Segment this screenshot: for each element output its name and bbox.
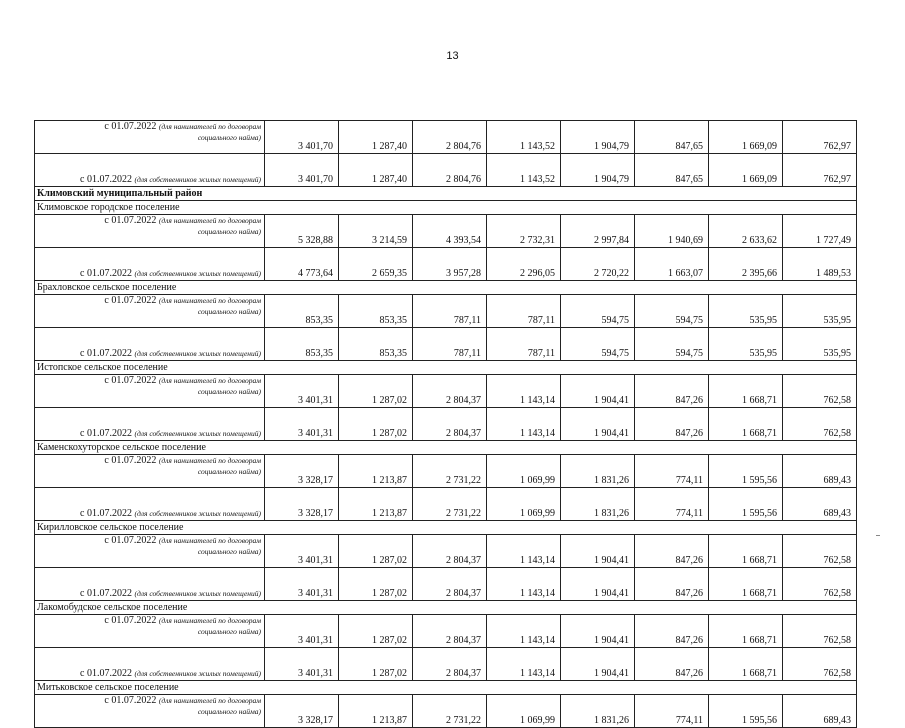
tariff-cell: 1 143,14 xyxy=(487,375,561,408)
tariff-cell: 1 213,87 xyxy=(339,695,413,728)
tariff-cell: 2 731,22 xyxy=(413,455,487,488)
tariff-cell: 787,11 xyxy=(487,295,561,328)
tariff-cell: 3 401,31 xyxy=(265,615,339,648)
tariff-cell: 3 401,70 xyxy=(265,121,339,154)
label-tenants-line1: (для нанимателей по договорам xyxy=(158,696,261,705)
tariff-cell: 1 668,71 xyxy=(709,648,783,681)
tariff-cell: 5 328,88 xyxy=(265,215,339,248)
tariff-cell: 4 393,54 xyxy=(413,215,487,248)
tariff-cell: 762,97 xyxy=(783,154,857,187)
label-date: с 01.07.2022 xyxy=(80,508,132,519)
tariff-cell: 1 904,79 xyxy=(561,121,635,154)
table-row xyxy=(35,361,857,375)
settlement-heading: Брахловское сельское поселение xyxy=(35,281,857,295)
label-tenants-line2: социального найма) xyxy=(197,547,261,556)
tariff-cell: 787,11 xyxy=(413,328,487,361)
tariff-cell: 1 904,41 xyxy=(561,648,635,681)
tariff-cell: 853,35 xyxy=(265,328,339,361)
tariff-cell: 1 595,56 xyxy=(709,455,783,488)
tariff-cell: 2 804,76 xyxy=(413,154,487,187)
page-number: 13 xyxy=(446,50,459,62)
row-label-tenants xyxy=(35,695,265,728)
tariff-cell: 2 804,76 xyxy=(413,121,487,154)
tariff-cell: 3 401,31 xyxy=(265,408,339,441)
label-tenants-line1: (для нанимателей по договорам xyxy=(158,616,261,625)
tariff-cell: 762,58 xyxy=(783,408,857,441)
label-owners: (для собственников жилых помещений) xyxy=(134,269,261,278)
row-label-owners xyxy=(35,568,265,601)
tariff-cell: 1 669,09 xyxy=(709,121,783,154)
settlement-heading: Истопское сельское поселение xyxy=(35,361,857,375)
tariff-cell: 2 804,37 xyxy=(413,568,487,601)
label-tenants-line2: социального найма) xyxy=(197,307,261,316)
tariff-cell: 2 720,22 xyxy=(561,248,635,281)
tariff-cell: 774,11 xyxy=(635,455,709,488)
label-tenants-line2: социального найма) xyxy=(197,467,261,476)
table-row xyxy=(35,568,857,601)
tariff-cell: 762,58 xyxy=(783,568,857,601)
tariff-cell: 594,75 xyxy=(635,328,709,361)
tariff-cell: 853,35 xyxy=(265,295,339,328)
row-label-tenants xyxy=(35,121,265,154)
tariff-cell: 1 831,26 xyxy=(561,455,635,488)
label-date: с 01.07.2022 xyxy=(104,215,157,226)
row-label-tenants xyxy=(35,375,265,408)
label-date: с 01.07.2022 xyxy=(104,455,157,466)
label-date: с 01.07.2022 xyxy=(104,615,157,626)
table-row xyxy=(35,154,857,187)
tariff-cell: 847,26 xyxy=(635,535,709,568)
label-owners: (для собственников жилых помещений) xyxy=(134,509,261,518)
tariff-cell: 774,11 xyxy=(635,695,709,728)
tariff-cell: 1 663,07 xyxy=(635,248,709,281)
settlement-heading: Климовское городское поселение xyxy=(35,201,857,215)
tariff-cell: 762,97 xyxy=(783,121,857,154)
tariff-cell: 3 401,31 xyxy=(265,648,339,681)
tariff-cell: 1 668,71 xyxy=(709,408,783,441)
table-row xyxy=(35,121,857,154)
tariff-cell: 853,35 xyxy=(339,295,413,328)
settlement-heading: Лакомобудское сельское поселение xyxy=(35,601,857,615)
table-row xyxy=(35,408,857,441)
tariff-cell: 1 287,40 xyxy=(339,154,413,187)
tariff-cell: 1 069,99 xyxy=(487,695,561,728)
tariff-cell: 1 143,14 xyxy=(487,615,561,648)
tariff-cell: 1 143,14 xyxy=(487,568,561,601)
label-tenants-line2: социального найма) xyxy=(197,133,261,142)
table-row xyxy=(35,648,857,681)
tariff-cell: 762,58 xyxy=(783,375,857,408)
table-row xyxy=(35,201,857,215)
tariff-cell: 3 401,70 xyxy=(265,154,339,187)
table-row xyxy=(35,215,857,248)
row-label-tenants xyxy=(35,455,265,488)
tariff-cell: 2 804,37 xyxy=(413,535,487,568)
label-date: с 01.07.2022 xyxy=(104,375,157,386)
label-owners: (для собственников жилых помещений) xyxy=(134,175,261,184)
tariff-cell: 1 668,71 xyxy=(709,535,783,568)
tariff-cell: 774,11 xyxy=(635,488,709,521)
tariff-cell: 689,43 xyxy=(783,695,857,728)
label-owners: (для собственников жилых помещений) xyxy=(134,669,261,678)
row-label-owners xyxy=(35,488,265,521)
label-tenants-line1: (для нанимателей по договорам xyxy=(158,296,261,305)
tariff-cell: 1 143,14 xyxy=(487,408,561,441)
tariff-cell: 1 831,26 xyxy=(561,695,635,728)
tariff-cell: 847,26 xyxy=(635,408,709,441)
label-tenants-line1: (для нанимателей по договорам xyxy=(158,376,261,385)
tariff-cell: 1 069,99 xyxy=(487,488,561,521)
tariff-table xyxy=(34,120,857,728)
table-row xyxy=(35,695,857,728)
tariff-cell: 847,65 xyxy=(635,154,709,187)
label-owners: (для собственников жилых помещений) xyxy=(134,589,261,598)
label-date: с 01.07.2022 xyxy=(80,268,132,279)
label-tenants-line1: (для нанимателей по договорам xyxy=(158,456,261,465)
tariff-cell: 3 401,31 xyxy=(265,568,339,601)
tariff-cell: 1 489,53 xyxy=(783,248,857,281)
district-name: Климовский муниципальный район xyxy=(37,188,203,199)
tariff-cell: 2 395,66 xyxy=(709,248,783,281)
table-body xyxy=(35,121,857,728)
tariff-cell: 1 287,02 xyxy=(339,568,413,601)
tariff-cell: 2 997,84 xyxy=(561,215,635,248)
tariff-cell: 1 904,41 xyxy=(561,615,635,648)
label-tenants-line2: социального найма) xyxy=(197,707,261,716)
tariff-cell: 787,11 xyxy=(487,328,561,361)
table-row xyxy=(35,681,857,695)
tariff-cell: 2 659,35 xyxy=(339,248,413,281)
label-tenants-line1: (для нанимателей по договорам xyxy=(158,216,261,225)
tariff-cell: 1 904,79 xyxy=(561,154,635,187)
tariff-cell: 689,43 xyxy=(783,488,857,521)
tariff-cell: 847,26 xyxy=(635,648,709,681)
tariff-cell: 1 595,56 xyxy=(709,695,783,728)
table-row xyxy=(35,535,857,568)
tariff-cell: 535,95 xyxy=(783,328,857,361)
tariff-cell: 2 732,31 xyxy=(487,215,561,248)
tariff-cell: 1 143,14 xyxy=(487,535,561,568)
label-date: с 01.07.2022 xyxy=(104,121,157,132)
tariff-cell: 847,26 xyxy=(635,615,709,648)
tariff-cell: 2 804,37 xyxy=(413,408,487,441)
label-date: с 01.07.2022 xyxy=(80,668,132,679)
table-row xyxy=(35,375,857,408)
tariff-cell: 1 727,49 xyxy=(783,215,857,248)
tariff-cell: 2 731,22 xyxy=(413,488,487,521)
tariff-cell: 3 328,17 xyxy=(265,488,339,521)
tariff-cell: 1 668,71 xyxy=(709,615,783,648)
label-tenants-line1: (для нанимателей по договорам xyxy=(158,536,261,545)
tariff-cell: 594,75 xyxy=(561,295,635,328)
tariff-cell: 2 296,05 xyxy=(487,248,561,281)
tariff-cell: 1 143,14 xyxy=(487,648,561,681)
tariff-cell: 4 773,64 xyxy=(265,248,339,281)
label-date: с 01.07.2022 xyxy=(80,174,132,185)
settlement-heading: Каменскохуторское сельское поселение xyxy=(35,441,857,455)
tariff-cell: 762,58 xyxy=(783,535,857,568)
tariff-cell: 1 904,41 xyxy=(561,375,635,408)
tariff-cell: 1 143,52 xyxy=(487,121,561,154)
row-label-owners xyxy=(35,408,265,441)
tariff-cell: 535,95 xyxy=(783,295,857,328)
tariff-cell: 787,11 xyxy=(413,295,487,328)
tariff-cell: 1 940,69 xyxy=(635,215,709,248)
label-date: с 01.07.2022 xyxy=(104,295,157,306)
label-tenants-line1: (для нанимателей по договорам xyxy=(158,122,261,131)
tariff-cell: 689,43 xyxy=(783,455,857,488)
table-row xyxy=(35,248,857,281)
tariff-cell: 594,75 xyxy=(561,328,635,361)
table-row xyxy=(35,601,857,615)
tariff-cell: 1 595,56 xyxy=(709,488,783,521)
tariff-cell: 1 287,40 xyxy=(339,121,413,154)
label-date: с 01.07.2022 xyxy=(80,428,132,439)
tariff-cell: 2 804,37 xyxy=(413,648,487,681)
label-date: с 01.07.2022 xyxy=(80,348,132,359)
table-row xyxy=(35,295,857,328)
district-heading xyxy=(35,187,857,201)
tariff-cell: 3 957,28 xyxy=(413,248,487,281)
row-label-owners xyxy=(35,648,265,681)
tariff-cell: 1 904,41 xyxy=(561,568,635,601)
label-tenants-line2: социального найма) xyxy=(197,627,261,636)
tariff-cell: 3 328,17 xyxy=(265,455,339,488)
tariff-cell: 535,95 xyxy=(709,295,783,328)
table-row xyxy=(35,441,857,455)
table-row xyxy=(35,488,857,521)
tariff-cell: 762,58 xyxy=(783,648,857,681)
tariff-cell: 3 328,17 xyxy=(265,695,339,728)
tariff-cell: 2 731,22 xyxy=(413,695,487,728)
label-date: с 01.07.2022 xyxy=(80,588,132,599)
tariff-cell: 1 904,41 xyxy=(561,408,635,441)
table-row xyxy=(35,281,857,295)
settlement-heading: Кирилловское сельское поселение xyxy=(35,521,857,535)
label-owners: (для собственников жилых помещений) xyxy=(134,429,261,438)
row-label-tenants xyxy=(35,615,265,648)
row-label-owners xyxy=(35,248,265,281)
label-date: с 01.07.2022 xyxy=(104,535,157,546)
tariff-cell: 1 069,99 xyxy=(487,455,561,488)
tariff-cell: 1 213,87 xyxy=(339,455,413,488)
tariff-cell: 1 287,02 xyxy=(339,535,413,568)
tariff-cell: 1 904,41 xyxy=(561,535,635,568)
tariff-cell: 1 287,02 xyxy=(339,648,413,681)
margin-mark xyxy=(876,535,880,536)
tariff-cell: 1 287,02 xyxy=(339,615,413,648)
tariff-cell: 847,26 xyxy=(635,568,709,601)
tariff-cell: 3 401,31 xyxy=(265,535,339,568)
label-date: с 01.07.2022 xyxy=(104,695,157,706)
row-label-owners xyxy=(35,154,265,187)
row-label-owners xyxy=(35,328,265,361)
tariff-cell: 2 804,37 xyxy=(413,615,487,648)
tariff-cell: 1 213,87 xyxy=(339,488,413,521)
tariff-cell: 1 668,71 xyxy=(709,375,783,408)
label-tenants-line2: социального найма) xyxy=(197,227,261,236)
settlement-heading: Митьковское сельское поселение xyxy=(35,681,857,695)
tariff-cell: 847,26 xyxy=(635,375,709,408)
table-row xyxy=(35,328,857,361)
label-tenants-line2: социального найма) xyxy=(197,387,261,396)
tariff-cell: 535,95 xyxy=(709,328,783,361)
tariff-cell: 3 214,59 xyxy=(339,215,413,248)
tariff-cell: 1 287,02 xyxy=(339,408,413,441)
row-label-tenants xyxy=(35,215,265,248)
tariff-cell: 2 633,62 xyxy=(709,215,783,248)
tariff-cell: 2 804,37 xyxy=(413,375,487,408)
tariff-cell: 1 668,71 xyxy=(709,568,783,601)
row-label-tenants xyxy=(35,535,265,568)
row-label-tenants xyxy=(35,295,265,328)
tariff-cell: 853,35 xyxy=(339,328,413,361)
table-row xyxy=(35,521,857,535)
tariff-cell: 594,75 xyxy=(635,295,709,328)
tariff-cell: 847,65 xyxy=(635,121,709,154)
tariff-cell: 1 143,52 xyxy=(487,154,561,187)
table-row xyxy=(35,455,857,488)
tariff-cell: 1 831,26 xyxy=(561,488,635,521)
table-row xyxy=(35,615,857,648)
table-row xyxy=(35,187,857,201)
tariff-cell: 1 669,09 xyxy=(709,154,783,187)
label-owners: (для собственников жилых помещений) xyxy=(134,349,261,358)
tariff-cell: 3 401,31 xyxy=(265,375,339,408)
tariff-cell: 762,58 xyxy=(783,615,857,648)
tariff-cell: 1 287,02 xyxy=(339,375,413,408)
